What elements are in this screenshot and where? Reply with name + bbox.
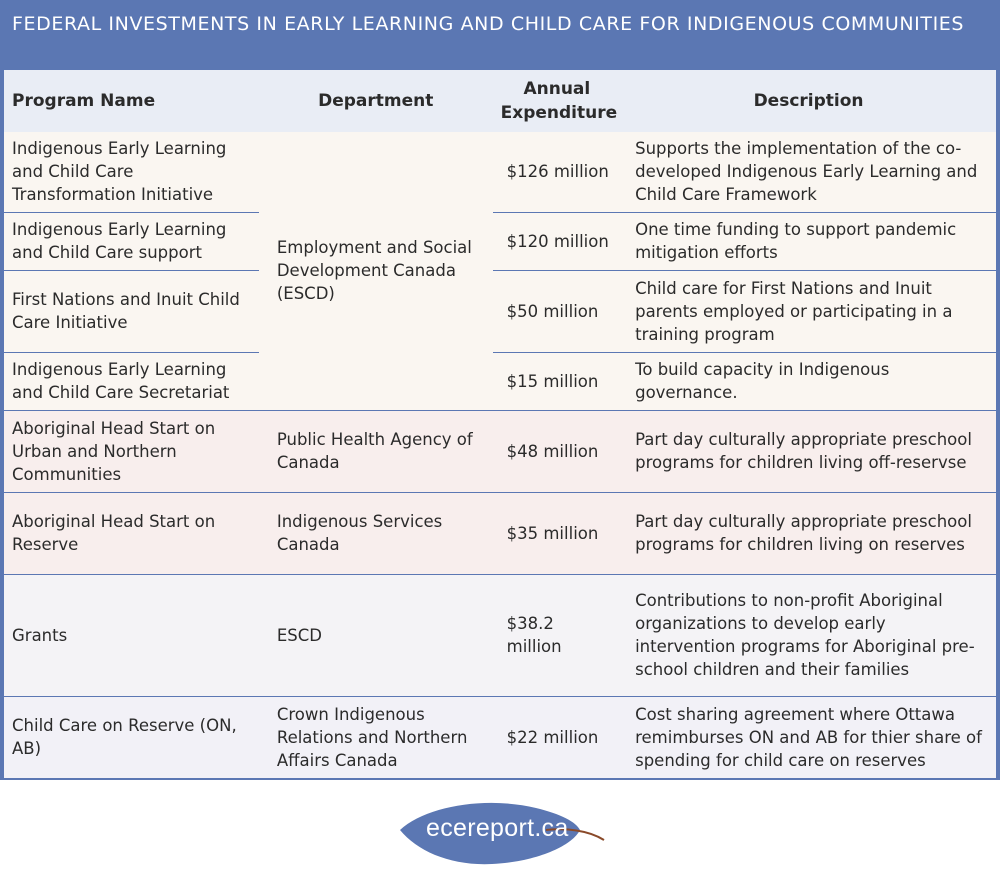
program-name: Aboriginal Head Start on Urban and Northern Communities xyxy=(4,410,259,492)
table-row xyxy=(4,132,996,212)
annual-expenditure: $38.2 million xyxy=(493,574,621,696)
description: Child care for First Nations and Inuit parents employed or participating in a training program xyxy=(621,270,996,352)
table-row xyxy=(4,696,996,778)
description: To build capacity in Indigenous governance. xyxy=(621,352,996,410)
program-name: Aboriginal Head Start on Reserve xyxy=(4,492,259,574)
program-name: Child Care on Reserve (ON, AB) xyxy=(4,696,259,778)
department: Indigenous Services Canada xyxy=(259,492,493,574)
program-name: Indigenous Early Learning and Child Care support xyxy=(4,212,259,270)
table-row xyxy=(4,410,996,492)
column-header-program: Program Name xyxy=(4,70,259,132)
ecereport-logo[interactable] xyxy=(396,800,606,866)
table-row xyxy=(4,212,996,270)
description: Part day culturally appropriate preschool programs for children living on reserves xyxy=(621,492,996,574)
annual-expenditure: $15 million xyxy=(493,352,621,410)
table-row xyxy=(4,574,996,696)
column-header-expenditure: Annual Expenditure xyxy=(493,70,621,132)
description: Supports the implementation of the co-developed Indigenous Early Learning and Child Care Framework xyxy=(621,132,996,212)
description: Contributions to non-profit Aboriginal organizations to develop early intervention programs for Aboriginal pre-school children and their families xyxy=(621,574,996,696)
logo-text: ecereport.ca xyxy=(426,814,569,842)
program-name: Grants xyxy=(4,574,259,696)
department: Employment and Social Development Canada (ESCD) xyxy=(259,132,493,410)
program-name: First Nations and Inuit Child Care Initiative xyxy=(4,270,259,352)
column-header-department: Department xyxy=(259,70,493,132)
program-name: Indigenous Early Learning and Child Care Transformation Initiative xyxy=(4,132,259,212)
annual-expenditure: $35 million xyxy=(493,492,621,574)
department: Public Health Agency of Canada xyxy=(259,410,493,492)
annual-expenditure: $50 million xyxy=(493,270,621,352)
annual-expenditure: $22 million xyxy=(493,696,621,778)
header-row xyxy=(4,70,996,132)
table-row xyxy=(4,352,996,410)
description: Part day culturally appropriate preschool programs for children living off-reservse xyxy=(621,410,996,492)
description: One time funding to support pandemic mitigation efforts xyxy=(621,212,996,270)
page-title: FEDERAL INVESTMENTS IN EARLY LEARNING AND CHILD CARE FOR INDIGENOUS COMMUNITIES xyxy=(12,13,965,35)
annual-expenditure: $120 million xyxy=(493,212,621,270)
table-row xyxy=(4,492,996,574)
annual-expenditure: $126 million xyxy=(493,132,621,212)
description: Cost sharing agreement where Ottawa remimburses ON and AB for thier share of spending for child care on reserves xyxy=(621,696,996,778)
column-header-description: Description xyxy=(621,70,996,132)
investments-table xyxy=(4,70,996,778)
annual-expenditure: $48 million xyxy=(493,410,621,492)
table-row xyxy=(4,270,996,352)
program-name: Indigenous Early Learning and Child Care Secretariat xyxy=(4,352,259,410)
department: ESCD xyxy=(259,574,493,696)
department: Crown Indigenous Relations and Northern Affairs Canada xyxy=(259,696,493,778)
